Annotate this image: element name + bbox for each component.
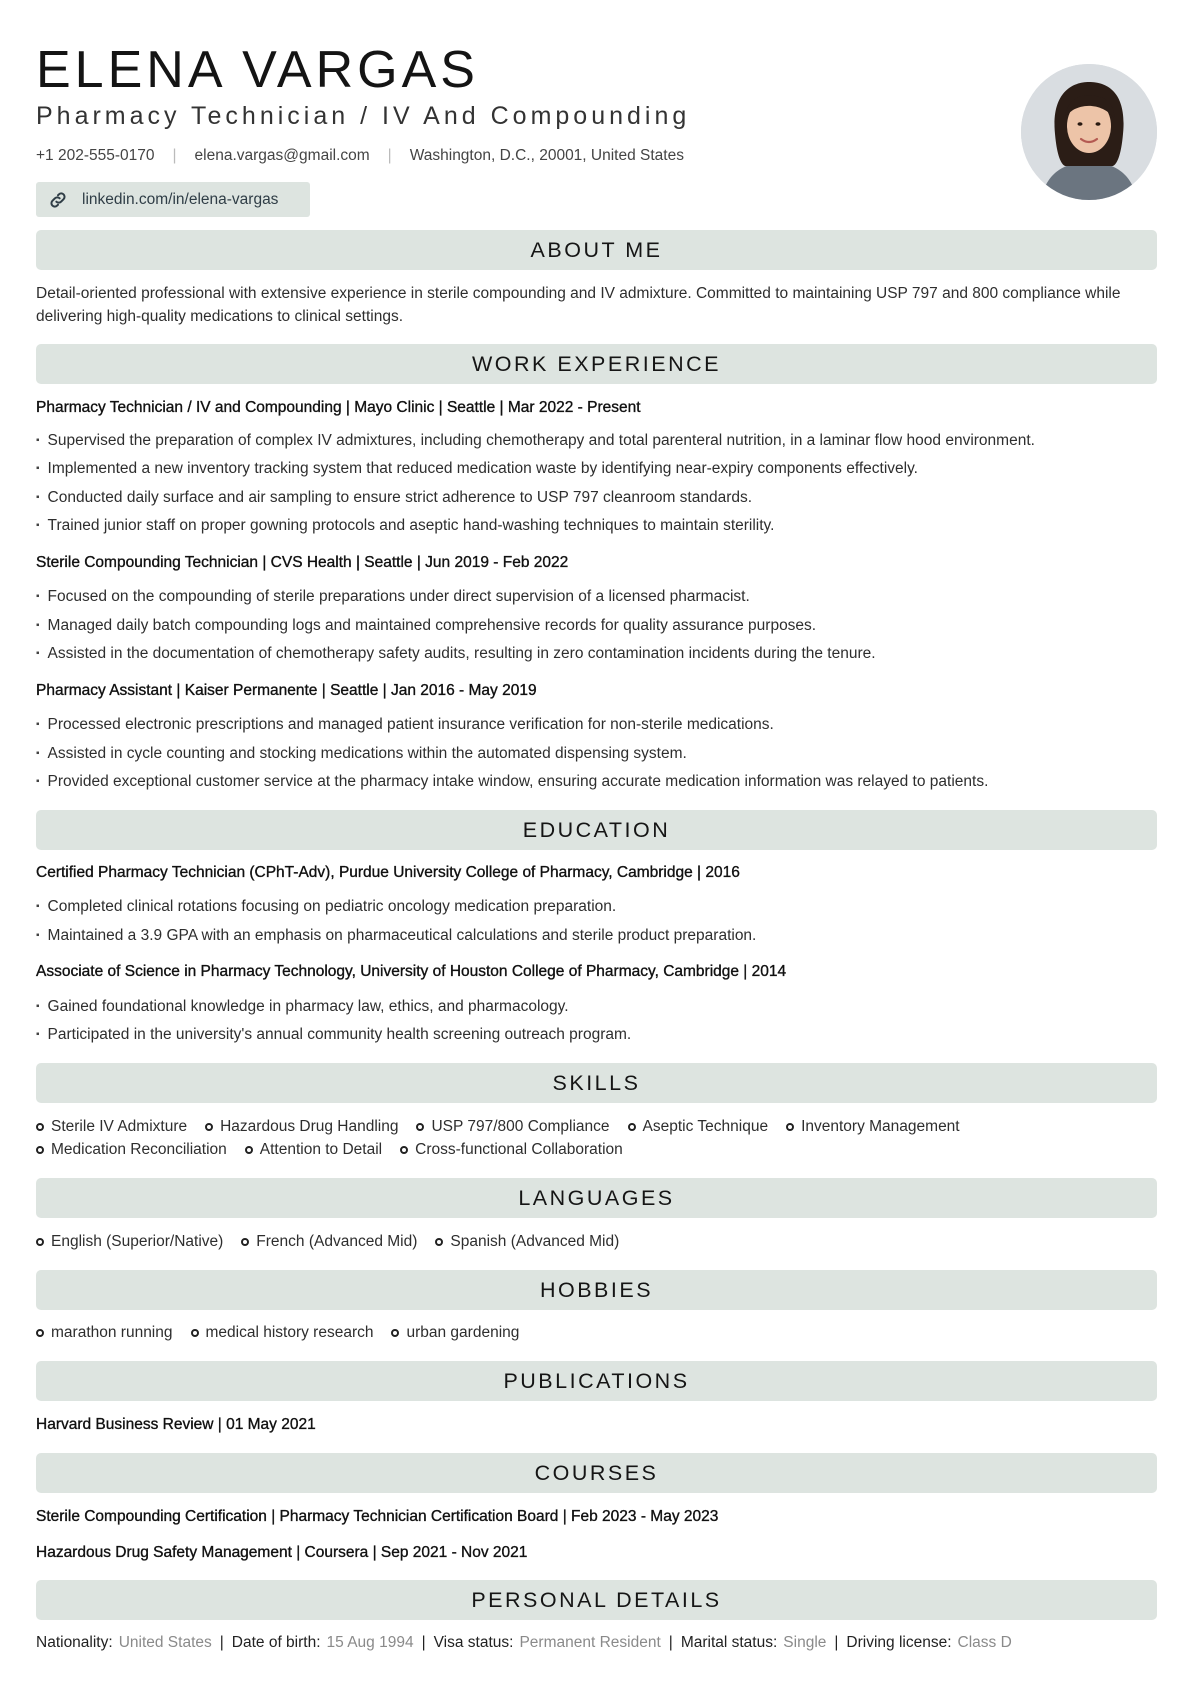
education-bullet: ▪ Gained foundational knowledge in pharmacy law, ethics, and pharmacology. [36,998,569,1016]
section-header-work: WORK EXPERIENCE [36,344,1157,384]
skills-row [36,1141,641,1159]
personal-details-line [36,1634,1012,1652]
dob-label: Date of birth: [231,1634,321,1651]
job-bullet: ▪ Conducted daily surface and air sampling to ensure strict adherence to USP 797 cleanroom standards. [36,489,752,507]
skill-item: Attention to Detail [245,1141,382,1159]
job-bullet: ▪ Focused on the compounding of sterile preparations under direct supervision of a licensed pharmacist. [36,588,750,606]
marital-label: Marital status: [680,1634,778,1651]
job-bullet: ▪ Supervised the preparation of complex IV admixtures, including chemotherapy and total parenteral nutrition, in a laminar flow hood environment. [36,432,1035,450]
language-item: English (Superior/Native) [36,1233,223,1251]
section-header-languages: LANGUAGES [36,1178,1157,1218]
section-header-education: EDUCATION [36,810,1157,850]
job-heading: Pharmacy Assistant | Kaiser Permanente | Seattle | Jan 2016 - May 2019 [36,682,537,699]
education-bullet: ▪ Participated in the university's annual community health screening outreach program. [36,1026,631,1044]
job-bullet: ▪ Processed electronic prescriptions and managed patient insurance verification for non-sterile medications. [36,716,774,734]
job-bullet: ▪ Provided exceptional customer service at the pharmacy intake window, ensuring accurate medication information was relayed to patients. [36,773,988,791]
location: Washington, D.C., 20001, United States [409,147,684,164]
course-item: Hazardous Drug Safety Management | Coursera | Sep 2021 - Nov 2021 [36,1544,528,1561]
bullet-icon [191,1329,199,1337]
separator: | [834,1634,839,1651]
separator: | [172,147,177,164]
license-value: Class D [957,1634,1012,1651]
nationality-value: United States [118,1634,212,1651]
section-header-skills: SKILLS [36,1063,1157,1103]
hobby-item: urban gardening [391,1324,519,1342]
bullet-icon [205,1123,213,1131]
bullet-icon [36,1329,44,1337]
education-bullet: ▪ Maintained a 3.9 GPA with an emphasis on pharmaceutical calculations and sterile product preparation. [36,927,756,945]
bullet-icon [435,1238,443,1246]
separator: | [421,1634,426,1651]
separator: | [387,147,392,164]
skill-item: USP 797/800 Compliance [416,1118,609,1136]
section-header-hobbies: HOBBIES [36,1270,1157,1310]
section-header-publications: PUBLICATIONS [36,1361,1157,1401]
email[interactable]: elena.vargas@gmail.com [194,147,370,164]
bullet-icon [36,1146,44,1154]
license-label: Driving license: [846,1634,952,1651]
bullet-icon [36,1123,44,1131]
visa-label: Visa status: [433,1634,514,1651]
hobby-item: marathon running [36,1324,173,1342]
bullet-icon [400,1146,408,1154]
publication-item: Harvard Business Review | 01 May 2021 [36,1416,316,1433]
visa-value: Permanent Resident [519,1634,661,1651]
link-icon [48,190,68,210]
contact-line [36,147,684,165]
job-bullet: ▪ Trained junior staff on proper gowning protocols and aseptic hand-washing techniques to maintain sterility. [36,517,774,535]
skill-item: Medication Reconciliation [36,1141,227,1159]
bullet-icon [36,1238,44,1246]
resume-page [36,0,1157,1685]
linkedin-link[interactable] [36,182,310,217]
skill-item: Inventory Management [786,1118,960,1136]
skill-item: Sterile IV Admixture [36,1118,187,1136]
about-text: Detail-oriented professional with extensive experience in sterile compounding and IV admixture. Committed to maintaining USP 797 and 800 compliance while delivering high-quality medications to clinical settings. [36,285,1121,325]
job-heading: Sterile Compounding Technician | CVS Health | Seattle | Jun 2019 - Feb 2022 [36,554,569,571]
bullet-icon [245,1146,253,1154]
section-header-courses: COURSES [36,1453,1157,1493]
bullet-icon [241,1238,249,1246]
hobby-item: medical history research [191,1324,374,1342]
dob-value: 15 Aug 1994 [326,1634,414,1651]
languages-row [36,1233,637,1251]
bullet-icon [391,1329,399,1337]
section-header-personal: PERSONAL DETAILS [36,1580,1157,1620]
separator: | [668,1634,673,1651]
marital-value: Single [783,1634,827,1651]
linkedin-url[interactable]: linkedin.com/in/elena-vargas [82,190,279,208]
candidate-name: ELENA VARGAS [36,41,479,99]
skill-item: Aseptic Technique [628,1118,769,1136]
job-bullet: ▪ Assisted in the documentation of chemotherapy safety audits, resulting in zero contamination incidents during the tenure. [36,645,876,663]
bullet-icon [786,1123,794,1131]
profile-photo [1021,64,1157,200]
language-item: Spanish (Advanced Mid) [435,1233,619,1251]
section-header-about: ABOUT ME [36,230,1157,270]
phone: +1 202-555-0170 [36,147,155,164]
education-bullet: ▪ Completed clinical rotations focusing on pediatric oncology medication preparation. [36,898,616,916]
skill-item: Cross-functional Collaboration [400,1141,623,1159]
education-heading: Associate of Science in Pharmacy Technology, University of Houston College of Pharmacy, Cambridge | 2014 [36,963,787,980]
job-bullet: ▪ Implemented a new inventory tracking system that reduced medication waste by identifying near-expiry components effectively. [36,460,918,478]
hobbies-row [36,1324,537,1342]
bullet-icon [416,1123,424,1131]
job-heading: Pharmacy Technician / IV and Compounding | Mayo Clinic | Seattle | Mar 2022 - Present [36,399,641,416]
separator: | [219,1634,224,1651]
bullet-icon [628,1123,636,1131]
skill-item: Hazardous Drug Handling [205,1118,398,1136]
education-heading: Certified Pharmacy Technician (CPhT-Adv), Purdue University College of Pharmacy, Cambridge | 2016 [36,864,740,881]
skills-row [36,1118,978,1136]
job-bullet: ▪ Assisted in cycle counting and stocking medications within the automated dispensing system. [36,745,687,763]
job-bullet: ▪ Managed daily batch compounding logs and maintained comprehensive records for quality assurance purposes. [36,617,816,635]
course-item: Sterile Compounding Certification | Pharmacy Technician Certification Board | Feb 2023 - May 2023 [36,1508,719,1525]
language-item: French (Advanced Mid) [241,1233,417,1251]
nationality-label: Nationality: [36,1634,113,1651]
candidate-title: Pharmacy Technician / IV And Compounding [36,102,691,130]
